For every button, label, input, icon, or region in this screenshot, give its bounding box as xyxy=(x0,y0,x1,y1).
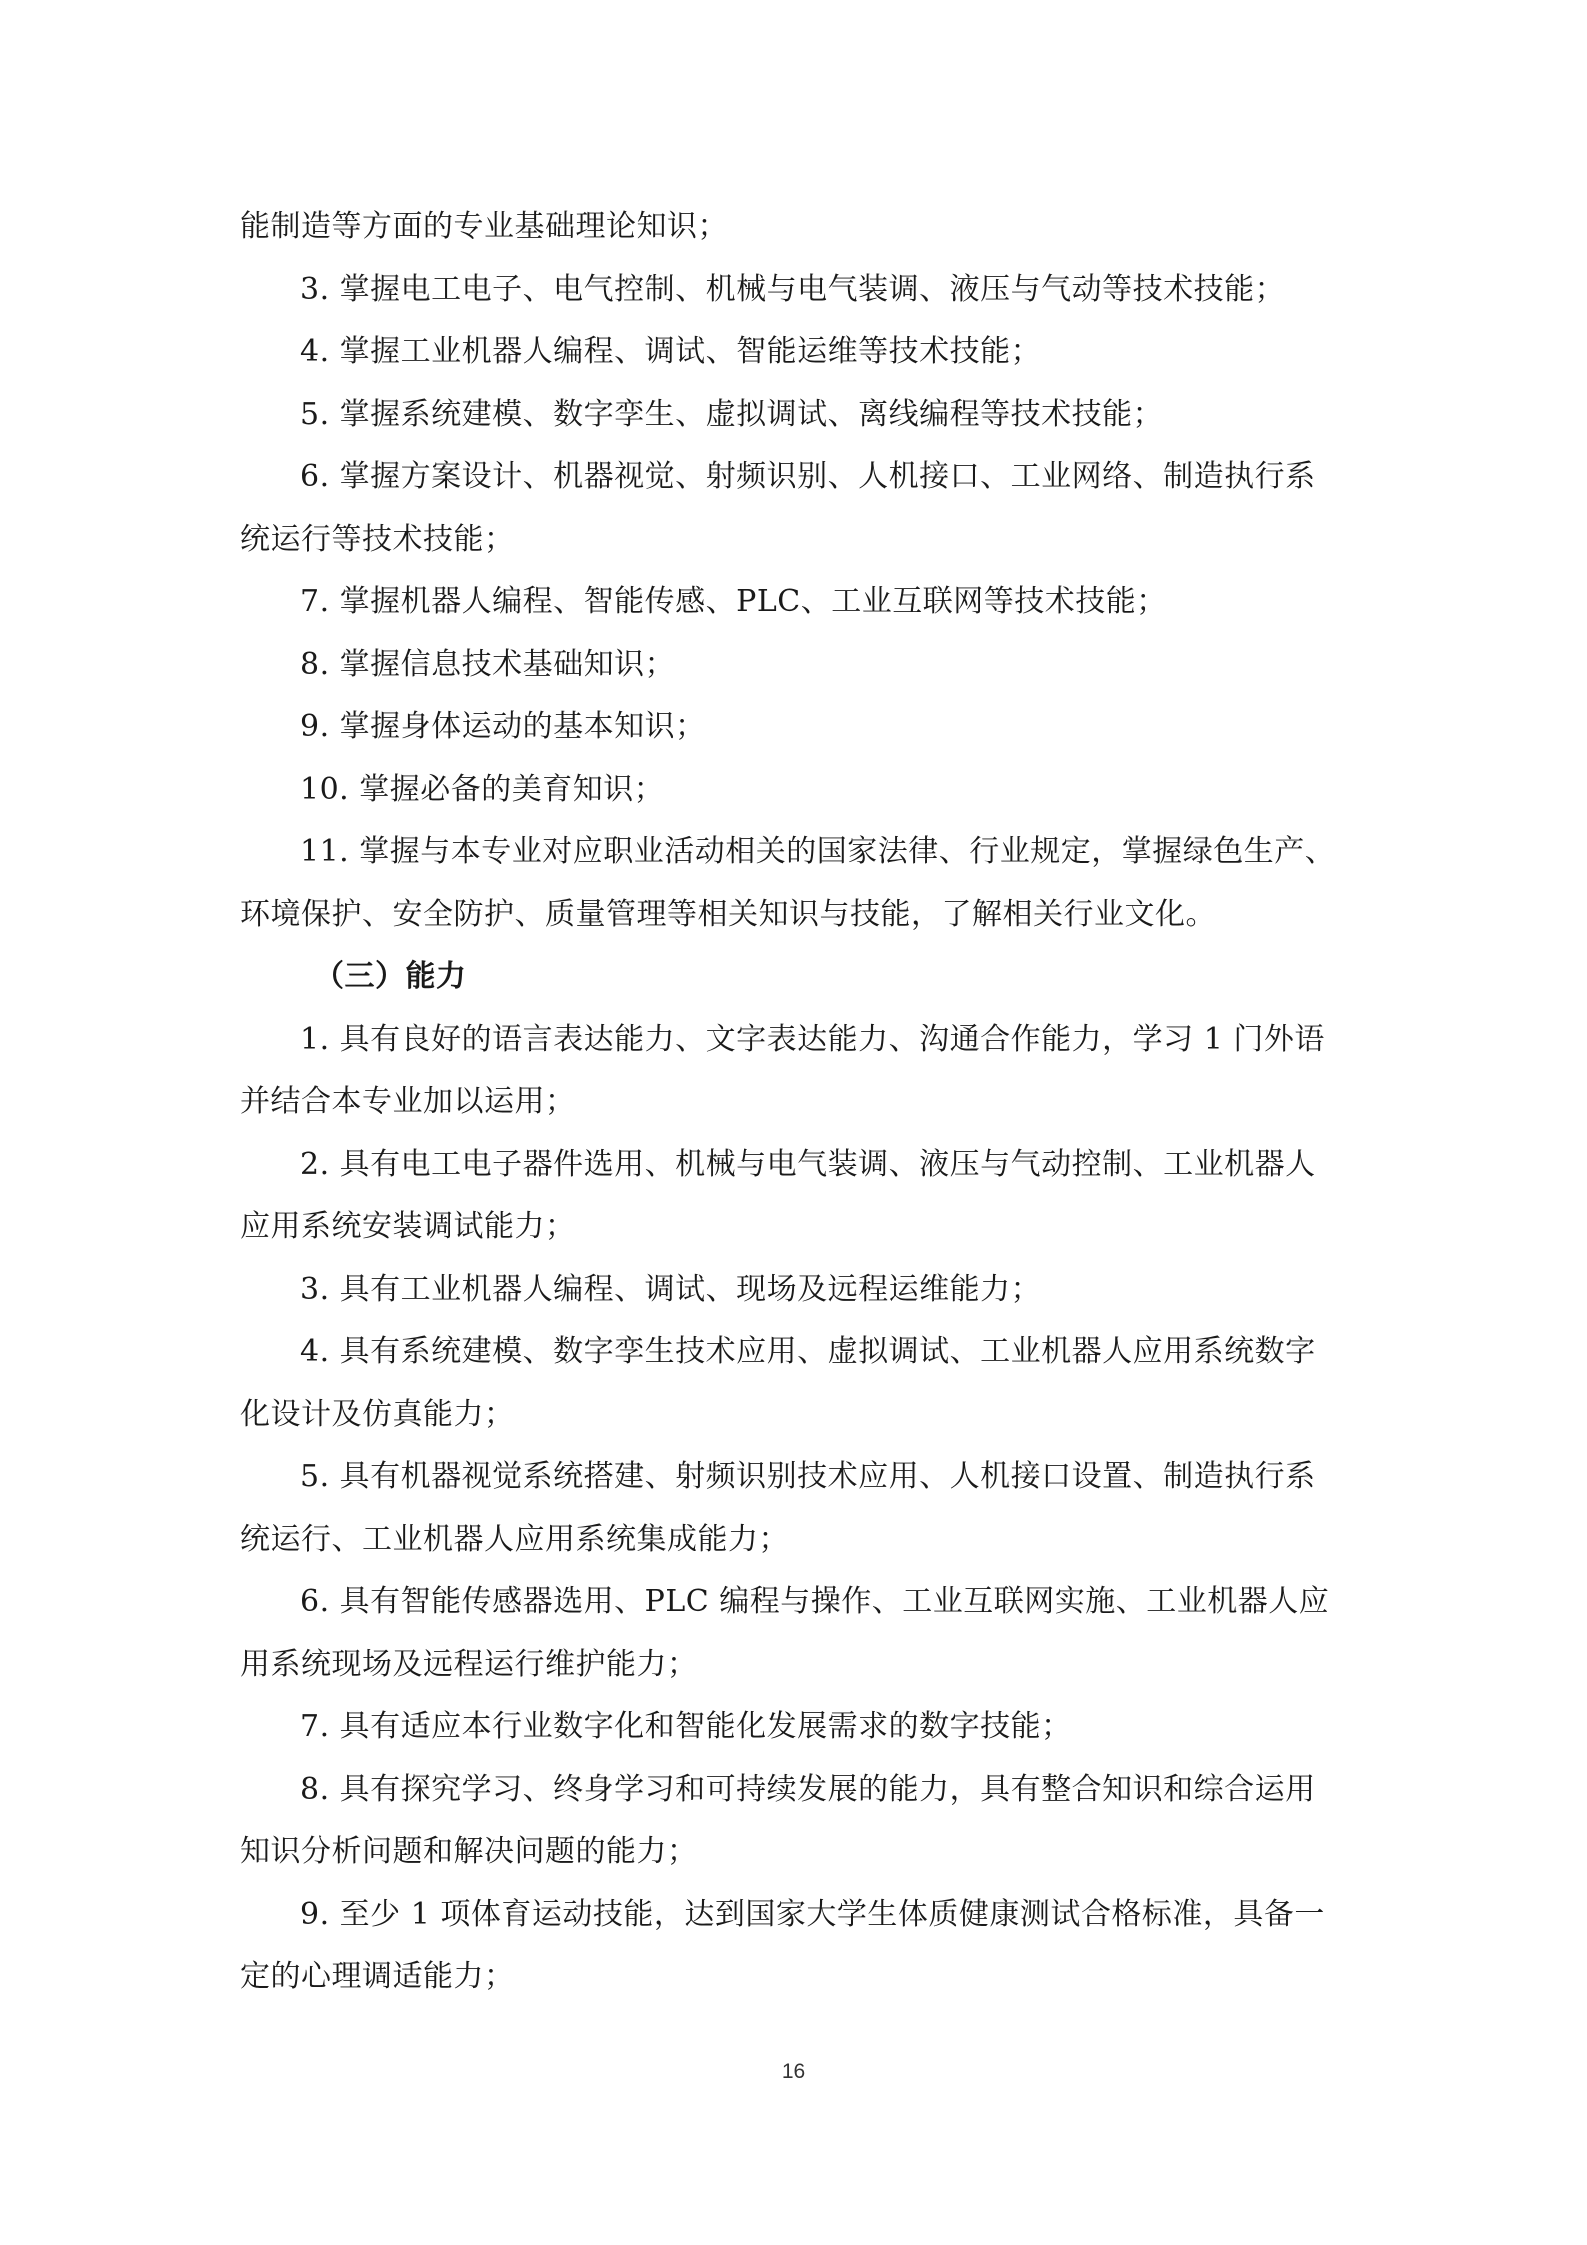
text-line: 环境保护、安全防护、质量管理等相关知识与技能，了解相关行业文化。 xyxy=(240,896,1216,932)
text-line: 统运行等技术技能； xyxy=(240,521,515,557)
text-line: 9. 掌握身体运动的基本知识； xyxy=(300,709,706,744)
text-line: 应用系统安装调试能力； xyxy=(240,1209,576,1244)
document-body xyxy=(240,196,1348,2009)
text-line: 7. 具有适应本行业数字化和智能化发展需求的数字技能； xyxy=(300,1709,1072,1744)
text-line: 4. 具有系统建模、数字孪生技术应用、虚拟调试、工业机器人应用系统数字 xyxy=(300,1334,1316,1369)
text-line: 7. 掌握机器人编程、智能传感、PLC、工业互联网等技术技能； xyxy=(300,584,1167,619)
section-heading: （三）能力 xyxy=(314,959,467,994)
text-line: 并结合本专业加以运用； xyxy=(240,1084,576,1119)
page-number: 16 xyxy=(781,2060,806,2083)
text-line: 统运行、工业机器人应用系统集成能力； xyxy=(240,1521,789,1557)
text-line: 知识分析问题和解决问题的能力； xyxy=(240,1834,698,1869)
text-line: 5. 具有机器视觉系统搭建、射频识别技术应用、人机接口设置、制造执行系 xyxy=(300,1459,1316,1494)
text-line: 6. 具有智能传感器选用、PLC 编程与操作、工业互联网实施、工业机器人应 xyxy=(300,1584,1330,1619)
text-line: 8. 掌握信息技术基础知识； xyxy=(300,646,676,682)
text-line: 4. 掌握工业机器人编程、调试、智能运维等技术技能； xyxy=(300,334,1042,369)
text-line: 化设计及仿真能力； xyxy=(240,1396,515,1432)
text-line: 定的心理调适能力； xyxy=(240,1959,515,1994)
text-line: 用系统现场及远程运行维护能力； xyxy=(240,1646,698,1682)
text-line: 8. 具有探究学习、终身学习和可持续发展的能力，具有整合知识和综合运用 xyxy=(300,1771,1316,1807)
text-line: 3. 具有工业机器人编程、调试、现场及远程运维能力； xyxy=(300,1271,1042,1307)
text-line: 能制造等方面的专业基础理论知识； xyxy=(240,209,728,244)
text-line: 11. 掌握与本专业对应职业活动相关的国家法律、行业规定，掌握绿色生产、 xyxy=(300,834,1336,869)
text-line: 1. 具有良好的语言表达能力、文字表达能力、沟通合作能力，学习 1 门外语 xyxy=(300,1021,1325,1057)
text-line: 5. 掌握系统建模、数字孪生、虚拟调试、离线编程等技术技能； xyxy=(300,396,1164,432)
text-line: 3. 掌握电工电子、电气控制、机械与电气装调、液压与气动等技术技能； xyxy=(300,271,1286,307)
text-line: 2. 具有电工电子器件选用、机械与电气装调、液压与气动控制、工业机器人 xyxy=(300,1146,1316,1182)
text-line: 6. 掌握方案设计、机器视觉、射频识别、人机接口、工业网络、制造执行系 xyxy=(300,459,1316,494)
text-line: 9. 至少 1 项体育运动技能，达到国家大学生体质健康测试合格标准，具备一 xyxy=(300,1896,1325,1932)
text-line: 10. 掌握必备的美育知识； xyxy=(300,771,665,807)
